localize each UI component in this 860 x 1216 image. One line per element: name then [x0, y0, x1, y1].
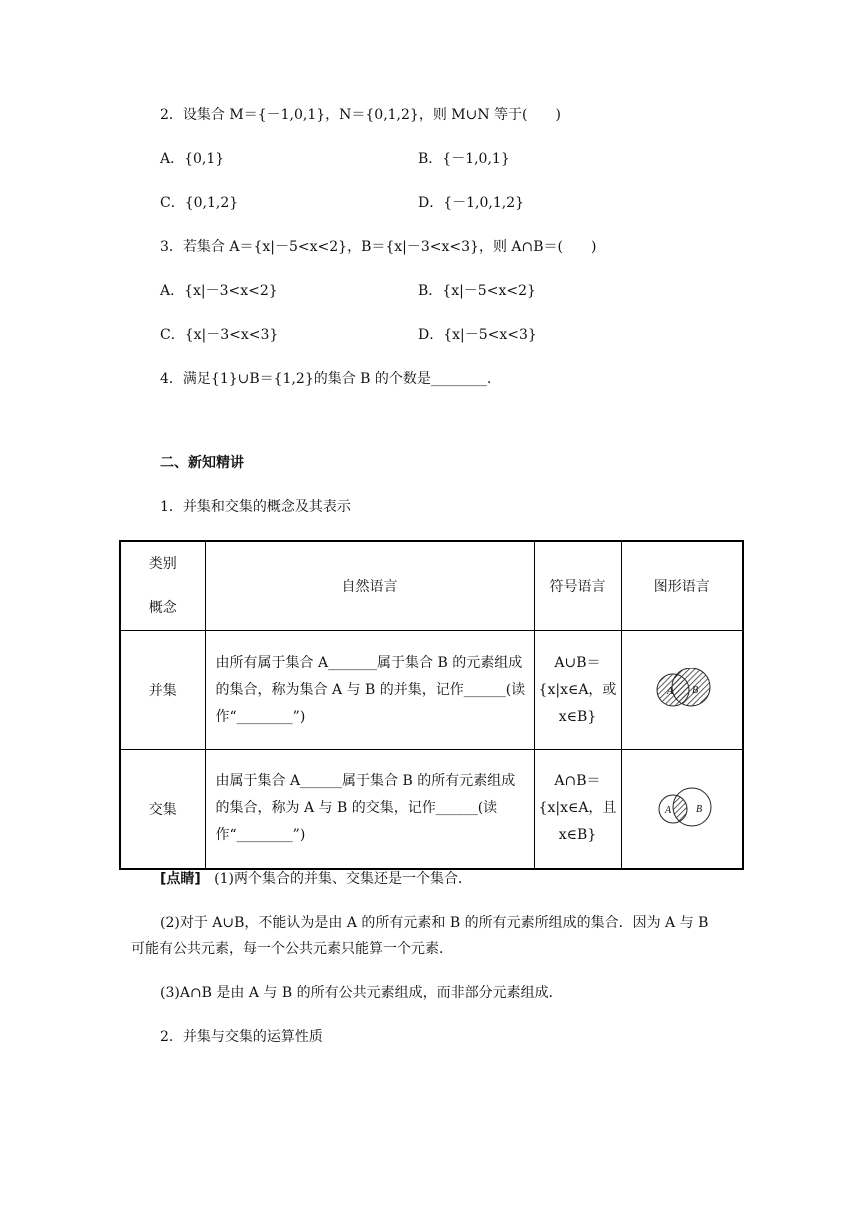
question-3-option-c: C．{x|－3<x<3}: [160, 327, 279, 343]
header-graphic-language: 图形语言: [621, 541, 743, 631]
intersection-venn-cell: [621, 750, 743, 869]
question-2-option-d: D．{－1,0,1,2}: [418, 195, 525, 211]
note-tag: [点睛]: [160, 871, 201, 887]
note-line-1: [160, 869, 472, 889]
intersection-label-b: B: [695, 803, 702, 815]
row-name-union: 并集: [120, 631, 205, 750]
question-3-stem: 3．若集合 A＝{x|－5<x<2}，B＝{x|－3<x<3}，则 A∩B＝( ): [160, 239, 597, 255]
union-symbol-line-3: x∈B}: [558, 708, 597, 725]
table-row-union: [120, 631, 743, 750]
union-symbol-line-2: {x|x∈A，或: [538, 681, 617, 698]
note-1: (1)两个集合的并集、交集还是一个集合．: [214, 871, 472, 887]
union-symbol-line-1: A∪B＝: [554, 654, 601, 671]
intersection-venn-diagram: [650, 787, 714, 827]
intersection-symbol-line-2: {x|x∈A，且: [538, 800, 617, 817]
note-3: (3)A∩B 是由 A 与 B 的所有公共元素组成，而非部分元素组成．: [160, 985, 563, 1001]
intersection-symbolic-language: [534, 750, 621, 869]
table-row-intersection: [120, 750, 743, 869]
header-symbolic-language: 符号语言: [534, 541, 621, 631]
intersection-natural-language: 由属于集合 A______属于集合 B 的所有元素组成的集合，称为 A 与 B 的交集，记作______(读作“________”): [205, 750, 534, 869]
union-intersection-table: [119, 540, 744, 870]
question-2-option-c: C．{0,1,2}: [160, 195, 239, 211]
section-title: 二、新知精讲: [160, 455, 244, 471]
question-2-option-b: B．{－1,0,1}: [418, 151, 510, 167]
subsection-title-1: 1．并集和交集的概念及其表示: [160, 499, 351, 515]
union-venn-diagram: [650, 668, 714, 708]
question-2-option-a: A．{0,1}: [160, 151, 225, 167]
intersection-symbol-line-3: x∈B}: [558, 827, 597, 844]
union-natural-language: 由所有属于集合 A_______属于集合 B 的元素组成的集合，称为集合 A 与 B 的并集，记作______(读作“________”): [205, 631, 534, 750]
row-name-intersection: 交集: [120, 750, 205, 869]
union-label-b: B: [691, 685, 698, 696]
question-2-stem: 2．设集合 M＝{－1,0,1}，N＝{0,1,2}，则 M∪N 等于( ): [160, 107, 561, 123]
intersection-label-a: A: [664, 804, 671, 816]
question-3-option-b: B．{x|－5<x<2}: [418, 283, 536, 299]
subsection-title-2: 2．并集与交集的运算性质: [160, 1029, 323, 1045]
corner-concept-label: 概念: [148, 600, 177, 616]
question-3-option-a: A．{x|－3<x<2}: [160, 283, 278, 299]
union-venn-cell: [621, 631, 743, 750]
question-4-stem: 4．满足{1}∪B＝{1,2}的集合 B 的个数是________.: [160, 371, 492, 387]
intersection-symbol-line-1: A∩B＝: [554, 773, 601, 790]
header-natural-language: 自然语言: [205, 541, 534, 631]
union-circle-b: [672, 668, 710, 706]
note-2a: (2)对于 A∪B，不能认为是由 A 的所有元素和 B 的所有元素所组成的集合．因为 A 与 B: [160, 915, 709, 931]
question-3-option-d: D．{x|－5<x<3}: [418, 327, 537, 343]
table-corner-header: [120, 541, 205, 631]
note-2b: 可能有公共元素，每一个公共元素只能算一个元素．: [131, 941, 453, 957]
corner-category-label: 类别: [148, 556, 177, 572]
union-label-a: A: [666, 686, 673, 697]
union-symbolic-language: [534, 631, 621, 750]
